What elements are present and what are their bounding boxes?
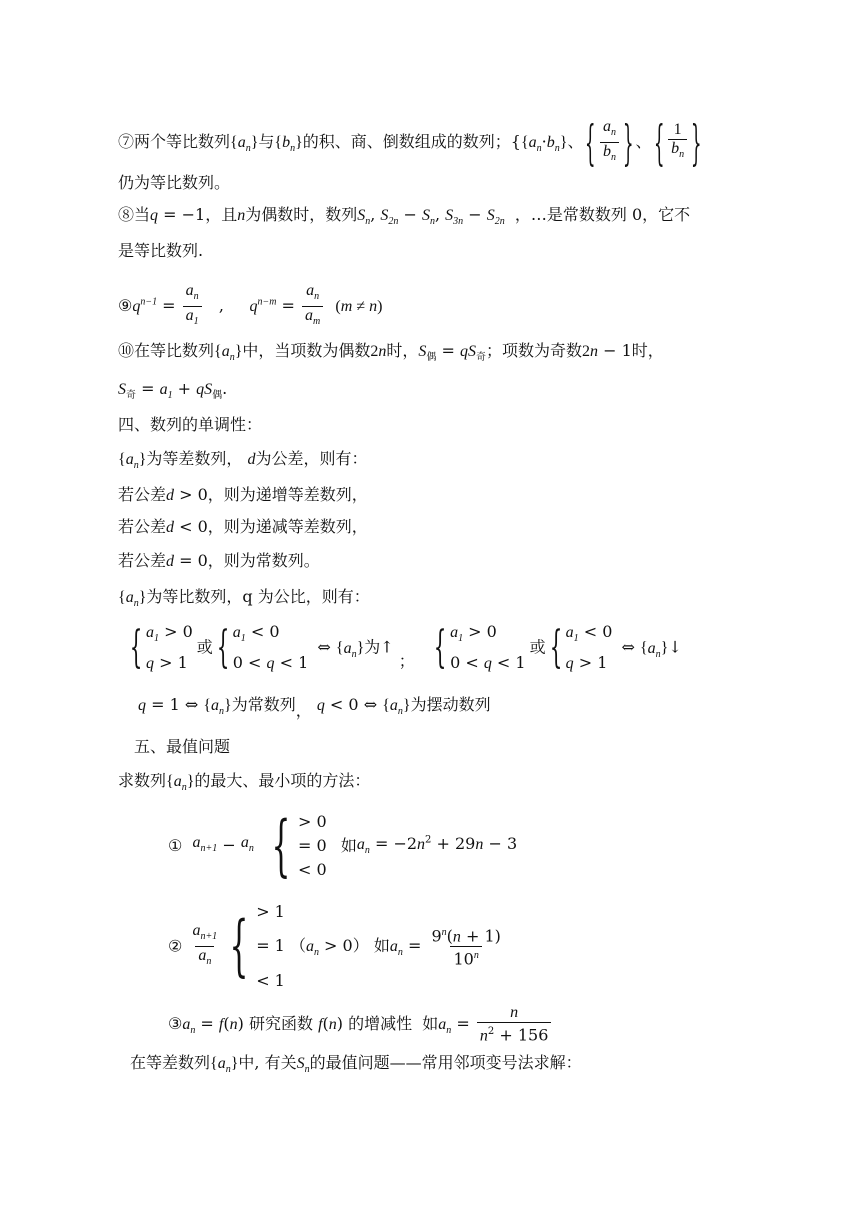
method-1: ① $a_{n+1} - a_n$ { > 0 = 0 < 0 如$a_n = -2n^2 + 29n - 3$ — [168, 807, 518, 884]
arith-rule-2: 若公差d < 0，则为递减等差数列， — [118, 517, 368, 536]
last-line: 在等差数列$\{a_n\}$中, 有关$S_n$的最值问题——常用邻项变号法求解： — [130, 1053, 582, 1076]
arith-rule-3: 若公差d = 0，则为常数列。 — [118, 551, 320, 570]
section-4-title: 四、数列的单调性： — [118, 415, 263, 434]
geo-def: $\{a_n\}$为等比数列，q 为公比，则有： — [118, 587, 370, 610]
fraction-1-bn: $\frac{1}{b_n}$ — [668, 121, 687, 164]
section-5-intro: 求数列$\{a_n\}$的最大、最小项的方法： — [118, 771, 371, 794]
geo-monotonic: { $a_1 > 0$ q > 1 或{ $a_1 < 0$ 0 < q < 1 ⇔ $\{a_n\}$为↑ ； { $a_1 > 0$ 0 < q < 1 或{ $a_1 < 0$ q > 1 ⇔ $\{a_n\}↓$ — [129, 622, 682, 674]
item-10-line-2: $S_奇 = a_1 + qS_偶$. — [118, 379, 228, 402]
item-8-line-2: 是等比数列. — [118, 241, 204, 260]
item-7-line-2: 仍为等比数列。 — [118, 173, 231, 192]
item-9: $⑨q^{n-1}$ = $\frac{a_n}{a_1}$ , $q^{n-m}$ = $\frac{a_n}{a_m}$ (m ≠ n) — [118, 282, 382, 331]
section-5-title: 五、最值问题 — [134, 737, 231, 756]
arith-def: $\{a_n\}$为等差数列， d为公差，则有： — [118, 449, 368, 472]
item-7-line-1: ⑦两个等比数列$\{a_n\}$与$\{b_n\}$的积、商、倒数组成的数列；{$\{a_n\cdot b_n\}$、{ $\frac{a_n}{b_n}$ } 、{ $\frac{1}{b_n}$ } — [118, 114, 702, 171]
item-8-line-1: ⑧当q = −1，且n为偶数时，数列$S_n$, $S_{2n} - S_n$, $S_{3n} - S_{2n}$ ，…是常数数列 0，它不 — [118, 205, 691, 228]
geo-special: q = 1 ⇔ $\{a_n\}$为常数列， q < 0 ⇔ $\{a_n\}$为摆动数列 — [138, 695, 491, 720]
method-2: ② $\frac{a_{n+1}}{a_n}$ { > 1 = 1 $(a_n > 0)$ 如$a_n$ = $\frac{9^n(n + 1)}{10^n}$ < 1 — [168, 902, 501, 990]
method-3: $③a_n = f(n)$ 研究函数 f(n) 的增减性 如$a_n$ = $\frac{n}{n^2 + 156}$ — [168, 1004, 553, 1045]
item-10-line-1: ⑩在等比数列$\{a_n\}$中，当项数为偶数2n时，$S_偶 = qS_奇$；项数为奇数2n − 1时， — [118, 341, 664, 364]
arith-rule-1: 若公差d > 0，则为递增等差数列， — [118, 485, 368, 504]
fraction-an-bn: $\frac{a_n}{b_n}$ — [600, 118, 619, 167]
